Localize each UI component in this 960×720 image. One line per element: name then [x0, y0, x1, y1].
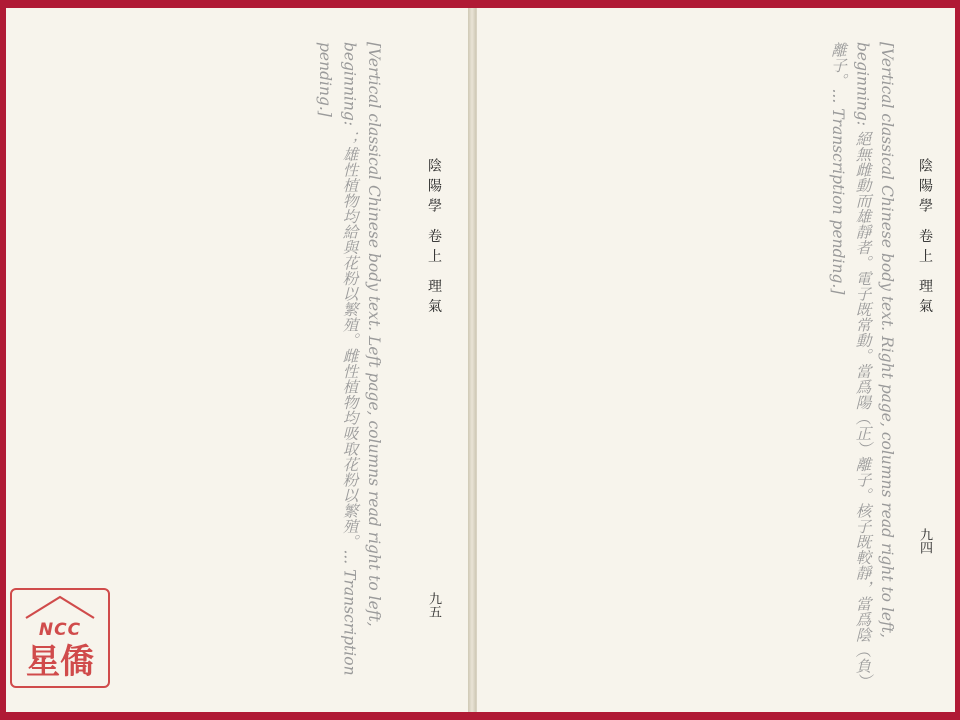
- stamp-name-text: 星僑: [26, 642, 94, 682]
- left-body-text: [Vertical classical Chinese body text. Left page, columns read right to left, beginning: ；雄性植物均給與花粉以繁殖。雌性植物均吸取花粉以繁殖。... Transcription pending.]: [316, 42, 383, 681]
- right-body-text: [Vertical classical Chinese body text. Right page, columns read right to left, beginning: 絕無雌動而雄靜者。電子既常動。當爲陽（正）離子。核子既較靜，當爲陰（負）離子。... Transcription pending.]: [829, 42, 896, 682]
- right-running-head: 陰陽學 卷上 理氣: [917, 158, 933, 319]
- gutter: [468, 8, 476, 712]
- stamp-roof-icon: [24, 594, 96, 620]
- right-page: [476, 8, 955, 712]
- right-page-number: 九四: [917, 528, 932, 554]
- stamp-ncc-text: NCC: [38, 620, 82, 640]
- library-stamp: [10, 588, 110, 688]
- left-page-number: 九五: [426, 592, 441, 618]
- left-running-head: 陰陽學 卷上 理氣: [426, 158, 442, 319]
